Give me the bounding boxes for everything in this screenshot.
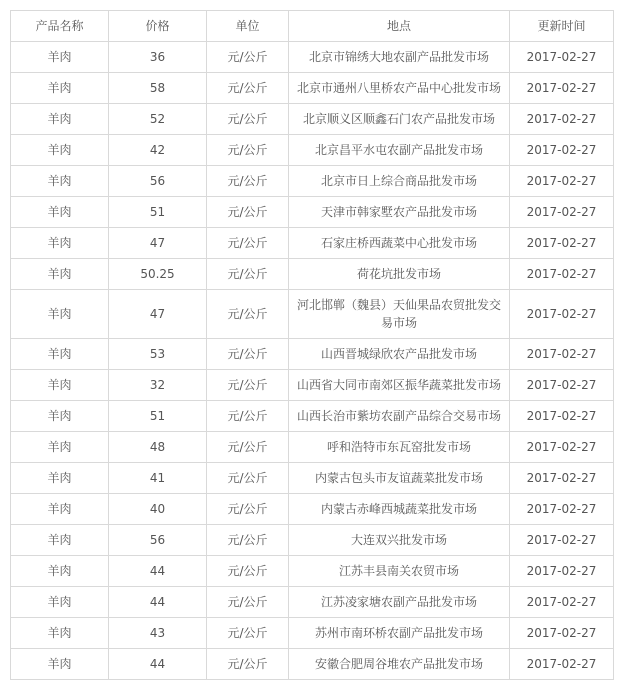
- cell-product-name: 羊肉: [11, 494, 109, 525]
- cell-location: 北京市通州八里桥农产品中心批发市场: [289, 73, 510, 104]
- cell-unit: 元/公斤: [207, 228, 289, 259]
- cell-unit: 元/公斤: [207, 494, 289, 525]
- cell-unit: 元/公斤: [207, 73, 289, 104]
- cell-update-time: 2017-02-27: [510, 290, 614, 339]
- header-location: 地点: [289, 11, 510, 42]
- header-unit: 单位: [207, 11, 289, 42]
- cell-update-time: 2017-02-27: [510, 197, 614, 228]
- table-row: [11, 166, 614, 197]
- cell-price: 43: [109, 618, 207, 649]
- table-row: [11, 649, 614, 680]
- cell-location: 石家庄桥西蔬菜中心批发市场: [289, 228, 510, 259]
- cell-product-name: 羊肉: [11, 104, 109, 135]
- cell-product-name: 羊肉: [11, 587, 109, 618]
- cell-product-name: 羊肉: [11, 259, 109, 290]
- cell-price: 36: [109, 42, 207, 73]
- cell-location: 大连双兴批发市场: [289, 525, 510, 556]
- cell-location: 山西省大同市南郊区振华蔬菜批发市场: [289, 370, 510, 401]
- cell-price: 44: [109, 649, 207, 680]
- cell-location: 山西晋城绿欣农产品批发市场: [289, 339, 510, 370]
- table-row: [11, 73, 614, 104]
- cell-location: 北京市日上综合商品批发市场: [289, 166, 510, 197]
- cell-product-name: 羊肉: [11, 135, 109, 166]
- cell-price: 53: [109, 339, 207, 370]
- price-table: [10, 10, 614, 680]
- cell-unit: 元/公斤: [207, 618, 289, 649]
- cell-update-time: 2017-02-27: [510, 166, 614, 197]
- cell-product-name: 羊肉: [11, 525, 109, 556]
- cell-update-time: 2017-02-27: [510, 259, 614, 290]
- cell-unit: 元/公斤: [207, 42, 289, 73]
- cell-location: 安徽合肥周谷堆农产品批发市场: [289, 649, 510, 680]
- cell-product-name: 羊肉: [11, 166, 109, 197]
- cell-price: 47: [109, 228, 207, 259]
- cell-unit: 元/公斤: [207, 339, 289, 370]
- table-row: [11, 618, 614, 649]
- table-header: [11, 11, 614, 42]
- cell-location: 江苏凌家塘农副产品批发市场: [289, 587, 510, 618]
- cell-price: 56: [109, 166, 207, 197]
- cell-location: 天津市韩家墅农产品批发市场: [289, 197, 510, 228]
- cell-update-time: 2017-02-27: [510, 339, 614, 370]
- cell-location: 内蒙古包头市友谊蔬菜批发市场: [289, 463, 510, 494]
- cell-update-time: 2017-02-27: [510, 463, 614, 494]
- cell-location: 荷花坑批发市场: [289, 259, 510, 290]
- table-row: [11, 525, 614, 556]
- cell-price: 44: [109, 556, 207, 587]
- cell-unit: 元/公斤: [207, 290, 289, 339]
- table-row: [11, 401, 614, 432]
- cell-price: 51: [109, 401, 207, 432]
- cell-product-name: 羊肉: [11, 556, 109, 587]
- table-row: [11, 339, 614, 370]
- cell-unit: 元/公斤: [207, 197, 289, 228]
- table-row: [11, 104, 614, 135]
- cell-unit: 元/公斤: [207, 556, 289, 587]
- table-row: [11, 42, 614, 73]
- header-price: 价格: [109, 11, 207, 42]
- cell-unit: 元/公斤: [207, 463, 289, 494]
- cell-product-name: 羊肉: [11, 197, 109, 228]
- cell-update-time: 2017-02-27: [510, 401, 614, 432]
- cell-location: 北京顺义区顺鑫石门农产品批发市场: [289, 104, 510, 135]
- cell-product-name: 羊肉: [11, 73, 109, 104]
- cell-update-time: 2017-02-27: [510, 494, 614, 525]
- cell-update-time: 2017-02-27: [510, 618, 614, 649]
- cell-location: 河北邯郸（魏县）天仙果品农贸批发交易市场: [289, 290, 510, 339]
- table-row: [11, 463, 614, 494]
- table-row: [11, 370, 614, 401]
- table-row: [11, 197, 614, 228]
- cell-update-time: 2017-02-27: [510, 42, 614, 73]
- cell-product-name: 羊肉: [11, 463, 109, 494]
- cell-product-name: 羊肉: [11, 618, 109, 649]
- cell-price: 41: [109, 463, 207, 494]
- cell-location: 内蒙古赤峰西城蔬菜批发市场: [289, 494, 510, 525]
- cell-location: 苏州市南环桥农副产品批发市场: [289, 618, 510, 649]
- cell-price: 56: [109, 525, 207, 556]
- cell-update-time: 2017-02-27: [510, 73, 614, 104]
- cell-update-time: 2017-02-27: [510, 525, 614, 556]
- cell-price: 50.25: [109, 259, 207, 290]
- cell-update-time: 2017-02-27: [510, 649, 614, 680]
- cell-price: 32: [109, 370, 207, 401]
- table-row: [11, 290, 614, 339]
- header-product-name: 产品名称: [11, 11, 109, 42]
- cell-location: 江苏丰县南关农贸市场: [289, 556, 510, 587]
- cell-unit: 元/公斤: [207, 135, 289, 166]
- table-row: [11, 556, 614, 587]
- cell-update-time: 2017-02-27: [510, 432, 614, 463]
- cell-update-time: 2017-02-27: [510, 135, 614, 166]
- table-row: [11, 432, 614, 463]
- cell-price: 42: [109, 135, 207, 166]
- cell-price: 58: [109, 73, 207, 104]
- cell-unit: 元/公斤: [207, 166, 289, 197]
- cell-unit: 元/公斤: [207, 432, 289, 463]
- cell-product-name: 羊肉: [11, 42, 109, 73]
- cell-unit: 元/公斤: [207, 401, 289, 432]
- cell-location: 呼和浩特市东瓦窑批发市场: [289, 432, 510, 463]
- cell-price: 47: [109, 290, 207, 339]
- cell-location: 北京市锦绣大地农副产品批发市场: [289, 42, 510, 73]
- cell-update-time: 2017-02-27: [510, 370, 614, 401]
- cell-price: 44: [109, 587, 207, 618]
- cell-product-name: 羊肉: [11, 649, 109, 680]
- cell-price: 40: [109, 494, 207, 525]
- cell-unit: 元/公斤: [207, 259, 289, 290]
- cell-update-time: 2017-02-27: [510, 104, 614, 135]
- cell-unit: 元/公斤: [207, 525, 289, 556]
- cell-update-time: 2017-02-27: [510, 556, 614, 587]
- cell-unit: 元/公斤: [207, 370, 289, 401]
- cell-product-name: 羊肉: [11, 339, 109, 370]
- table-row: [11, 259, 614, 290]
- cell-product-name: 羊肉: [11, 290, 109, 339]
- cell-update-time: 2017-02-27: [510, 587, 614, 618]
- cell-product-name: 羊肉: [11, 370, 109, 401]
- table-row: [11, 228, 614, 259]
- cell-product-name: 羊肉: [11, 432, 109, 463]
- cell-update-time: 2017-02-27: [510, 228, 614, 259]
- table-body: [11, 42, 614, 680]
- cell-unit: 元/公斤: [207, 649, 289, 680]
- cell-unit: 元/公斤: [207, 104, 289, 135]
- header-update-time: 更新时间: [510, 11, 614, 42]
- header-row: [11, 11, 614, 42]
- cell-product-name: 羊肉: [11, 228, 109, 259]
- table-row: [11, 587, 614, 618]
- cell-price: 48: [109, 432, 207, 463]
- cell-location: 山西长治市紫坊农副产品综合交易市场: [289, 401, 510, 432]
- cell-product-name: 羊肉: [11, 401, 109, 432]
- cell-price: 51: [109, 197, 207, 228]
- cell-location: 北京昌平水屯农副产品批发市场: [289, 135, 510, 166]
- cell-unit: 元/公斤: [207, 587, 289, 618]
- cell-price: 52: [109, 104, 207, 135]
- table-row: [11, 494, 614, 525]
- table-row: [11, 135, 614, 166]
